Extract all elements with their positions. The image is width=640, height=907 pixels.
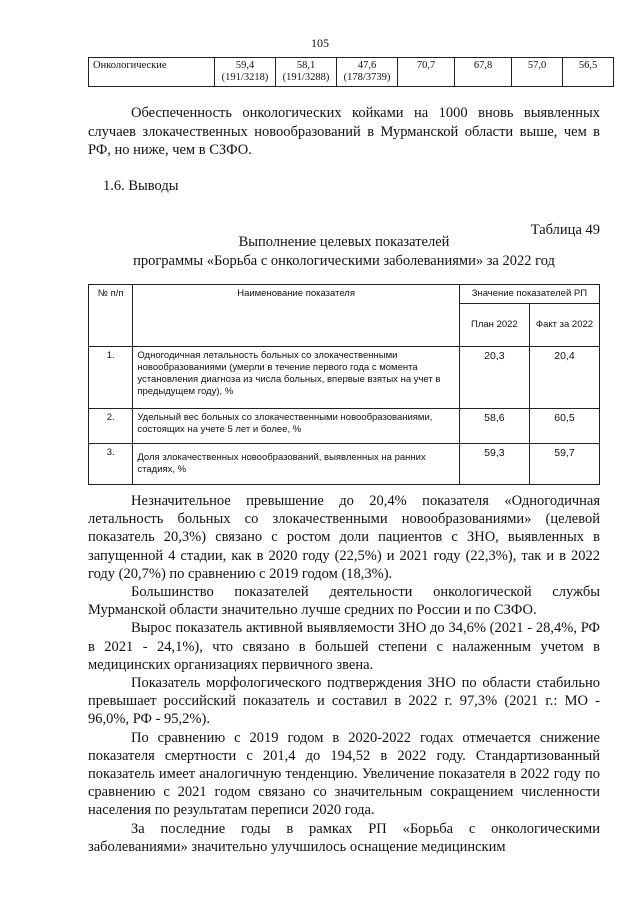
- paragraph: По сравнению с 2019 годом в 2020-2022 годах отмечается снижение показателя смертности с 201,4 до 194,52 в 2022 году. Стандартизованный показатель имеет аналогичную тенденцию. Увеличение показателя в 2022 году по сравнению с 2021 годом связано со значительным сокращением численности населения по результатам переписи 2020 года.: [88, 729, 600, 819]
- table-header-row: [89, 285, 600, 304]
- table-row: [89, 409, 600, 444]
- row-name: Одногодичная летальность больных со злокачественными новообразованиями (умерли в течение первого года с момента установления диагноза из числа больных, впервые взятых на учет в предыдущем году), %: [133, 347, 459, 409]
- continuation-table: [88, 57, 614, 87]
- row-fact: 20,4: [529, 347, 599, 409]
- row-plan: 58,6: [459, 409, 529, 444]
- header-num: № п/п: [89, 285, 133, 347]
- row-num: 2.: [89, 409, 133, 444]
- paragraph: Большинство показателей деятельности онкологической службы Мурманской области значительно лучше средних по России и по СЗФО.: [88, 584, 600, 619]
- table-row: [89, 347, 600, 409]
- row-name: Онкологические: [89, 58, 215, 87]
- section-heading: 1.6. Выводы: [103, 178, 179, 194]
- table-row: [89, 58, 614, 87]
- row-num: 3.: [89, 444, 133, 485]
- header-plan: План 2022: [459, 304, 529, 347]
- table-cell: 59,4 (191/3218): [215, 58, 276, 87]
- table-cell: 47,6 (178/3739): [337, 58, 398, 87]
- paragraph: Вырос показатель активной выявляемости ЗНО до 34,6% (2021 - 28,4%, РФ в 2021 - 24,1%), что связано в большей степени с налаженным учетом в медицинских организациях первичного звена.: [88, 620, 600, 673]
- paragraph-beds: Обеспеченность онкологических койками на 1000 вновь выявленных случаев злокачественных новообразований в Мурманской области выше, чем в РФ, но ниже, чем в СЗФО.: [88, 105, 600, 158]
- header-fact: Факт за 2022: [529, 304, 599, 347]
- row-name: Доля злокачественных новообразований, выявленных на ранних стадиях, %: [133, 444, 459, 485]
- table-number: Таблица 49: [530, 222, 600, 238]
- page-number: 105: [311, 36, 329, 50]
- header-name: Наименование показателя: [133, 285, 459, 347]
- table-cell: 58,1 (191/3288): [276, 58, 337, 87]
- table-title: Выполнение целевых показателей программы «Борьба с онкологическими заболеваниями» за 2022 год: [133, 234, 555, 269]
- row-plan: 20,3: [459, 347, 529, 409]
- conclusions-text: [88, 492, 600, 856]
- table-cell: 70,7: [398, 58, 455, 87]
- row-num: 1.: [89, 347, 133, 409]
- table-row: [89, 444, 600, 485]
- table-cell: 57,0: [512, 58, 563, 87]
- row-plan: 59,3: [459, 444, 529, 485]
- paragraph: За последние годы в рамках РП «Борьба с онкологическими заболеваниями» значительно улучшилось оснащение медицинским: [88, 820, 600, 855]
- row-name: Удельный вес больных со злокачественными новообразованиями, состоящих на учете 5 лет и более, %: [133, 409, 459, 444]
- table-cell: 67,8: [455, 58, 512, 87]
- targets-table: [88, 284, 600, 485]
- table-cell: 56,5: [563, 58, 614, 87]
- header-values: Значение показателей РП: [459, 285, 599, 304]
- paragraph: Показатель морфологического подтверждения ЗНО по области стабильно превышает российский показатель и составил в 2022 г. 97,3% (2021 г.: МО - 96,0%, РФ - 95,2%).: [88, 675, 600, 728]
- row-fact: 60,5: [529, 409, 599, 444]
- paragraph: Незначительное превышение до 20,4% показателя «Одногодичная летальность больных со злокачественными новообразованиями» (целевой показатель 20,3%) связано с ростом доли пациентов с ЗНО, выявленных в запущенной 4 стадии, как в 2020 году (22,5%) и 2021 году (22,3%), так и в 2022 году (20,7%) по сравнению с 2019 годом (18,3%).: [88, 493, 600, 582]
- row-fact: 59,7: [529, 444, 599, 485]
